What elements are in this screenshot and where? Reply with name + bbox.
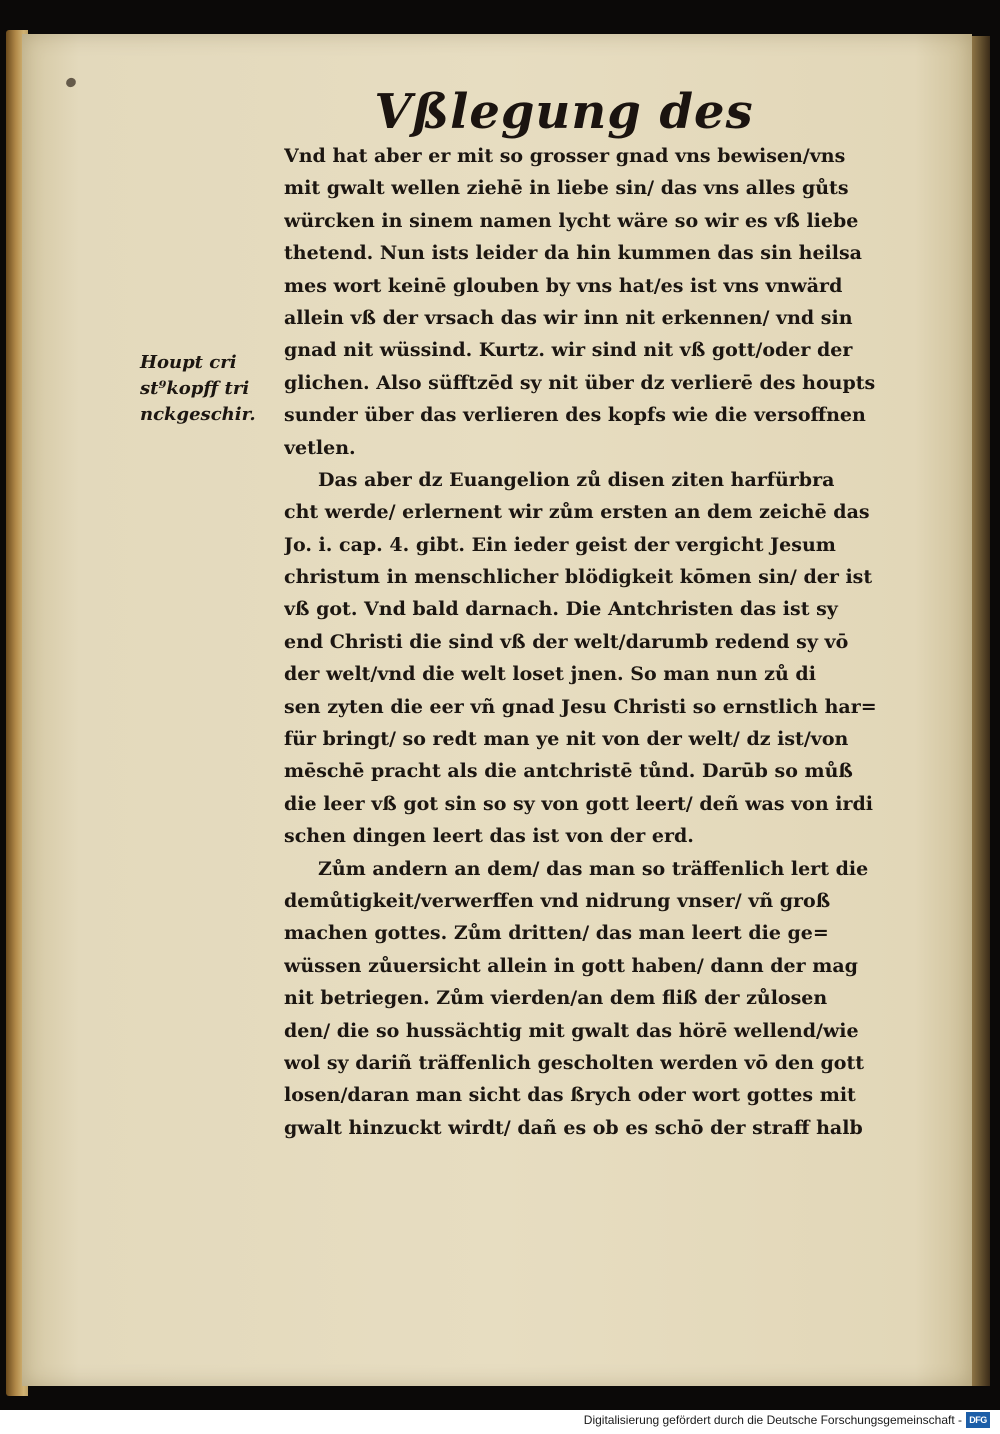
text-line: nit betriegen. Zům vierden/an dem fliß der zůlosen xyxy=(284,987,828,1010)
text-line: für bringt/ so redt man ye nit von der welt/ dz ist/von xyxy=(284,728,849,751)
marginal-note-line: nckgeschir. xyxy=(140,404,256,425)
text-line: Das aber dz Euangelion zů disen ziten harfürbra xyxy=(318,468,835,491)
text-line: die leer vß got sin so sy von gott leert/ deñ was von irdi xyxy=(284,792,873,815)
page-gutter-shadow xyxy=(972,36,990,1386)
text-line: allein vß der vrsach das wir inn nit erkennen/ vnd sin xyxy=(284,306,853,329)
text-line: der welt/vnd die welt loset jnen. So man nun zů di xyxy=(284,663,816,686)
text-line: machen gottes. Zům dritten/ das man leert die ge= xyxy=(284,922,829,945)
text-line: wol sy dariñ träffenlich gescholten werden vō den gott xyxy=(284,1051,865,1074)
text-line: cht werde/ erlernent wir zům ersten an dem zeichē das xyxy=(284,501,870,524)
text-line: mēschē pracht als die antchristē tůnd. Darūb so můß xyxy=(284,760,853,783)
text-line: sunder über das verlieren des kopfs wie die versoffnen xyxy=(284,404,866,427)
text-line: wüssen zůuersicht allein in gott haben/ dann der mag xyxy=(284,954,858,977)
text-line: demůtigkeit/verwerffen vnd nidrung vnser/ vñ groß xyxy=(284,889,831,912)
marginal-note xyxy=(140,350,280,428)
text-line: Jo. i. cap. 4. gibt. Ein ieder geist der vergicht Jesum xyxy=(284,533,836,556)
marginal-note-line: st⁹kopff tri xyxy=(140,378,250,399)
funding-notice: Digitalisierung gefördert durch die Deutsche Forschungsgemeinschaft - xyxy=(583,1413,962,1427)
text-line: Vnd hat aber er mit so grosser gnad vns bewisen/vns xyxy=(284,145,846,167)
text-line: gwalt hinzuckt wirdt/ dañ es ob es schō der straff halb xyxy=(284,1116,863,1139)
text-line: glichen. Also süfftzēd sy nit über dz verlierē des houpts xyxy=(284,371,876,394)
text-line: losen/daran man sicht das ßrych oder wort gottes mit xyxy=(284,1084,856,1107)
text-line: end Christi die sind vß der welt/darumb redend sy vō xyxy=(284,630,849,653)
text-line: den/ die so hussächtig mit gwalt das hörē wellend/wie xyxy=(284,1019,859,1042)
text-line: sen zyten die eer vñ gnad Jesu Christi so ernstlich har= xyxy=(284,695,877,718)
text-line: schen dingen leert das ist von der erd. xyxy=(284,825,694,848)
text-line: thetend. Nun ists leider da hin kummen das sin heilsa xyxy=(284,242,862,265)
text-line: Zům andern an dem/ das man so träffenlich lert die xyxy=(318,857,869,880)
text-line: würcken in sinem namen lycht wäre so wir es vß liebe xyxy=(284,209,859,232)
page-heading: Vßlegung des xyxy=(374,84,754,140)
text-line: christum in menschlicher blödigkeit kōmen sin/ der ist xyxy=(284,566,873,589)
dfg-logo: DFG xyxy=(966,1412,990,1428)
body-text xyxy=(284,140,944,1144)
text-line: mes wort keinē glouben by vns hat/es ist vns vnwärd xyxy=(284,274,843,297)
text-line: mit gwalt wellen ziehē in liebe sin/ das vns alles gůts xyxy=(284,177,849,200)
text-line: gnad nit wüssind. Kurtz. wir sind nit vß gott/oder der xyxy=(284,339,853,362)
text-line: vetlen. xyxy=(284,436,356,459)
text-line: vß got. Vnd bald darnach. Die Antchristen das ist sy xyxy=(284,598,838,621)
marginal-note-line: Houpt cri xyxy=(140,352,237,373)
